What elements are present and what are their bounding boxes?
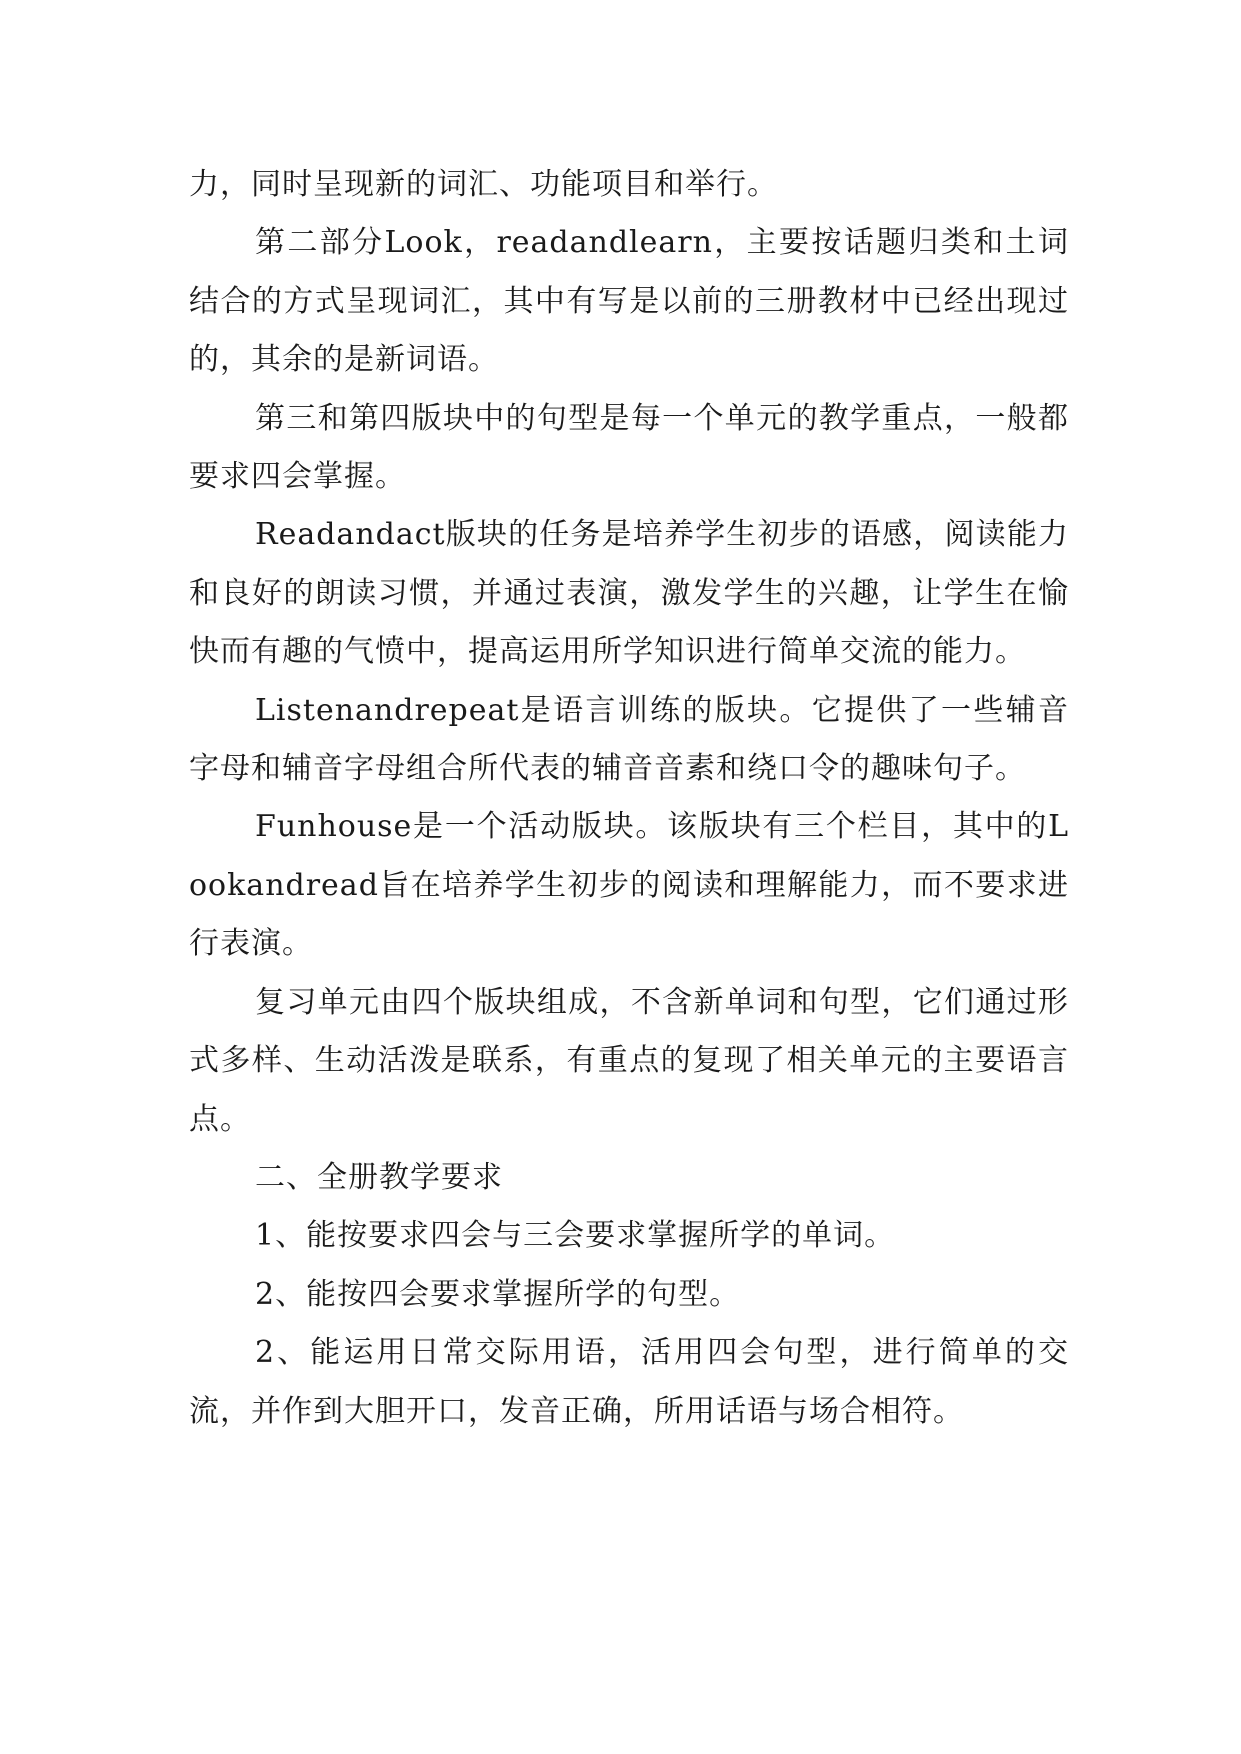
paragraph-look-read-learn: 第二部分Look，readandlearn，主要按话题归类和土词结合的方式呈现词汇，其中有写是以前的三册教材中已经出现过的，其余的是新词语。 [189, 225, 1069, 378]
list-item-requirement-3: 2、能运用日常交际用语，活用四会句型，进行简单的交流，并作到大胆开口，发音正确，所用话语与场合相符。 [189, 1335, 1069, 1429]
section-heading-requirements: 二、全册教学要求 [255, 1159, 503, 1195]
document-body [189, 156, 1069, 1441]
paragraph-fun-house: Funhouse是一个活动版块。该版块有三个栏目，其中的Lookandread旨在培养学生初步的阅读和理解能力，而不要求进行表演。 [189, 809, 1069, 962]
paragraph-read-and-act: Readandact版块的任务是培养学生初步的语感，阅读能力和良好的朗读习惯，并通过表演，激发学生的兴趣，让学生在愉快而有趣的气愤中，提高运用所学知识进行简单交流的能力。 [189, 517, 1069, 670]
paragraph-continuation: 力，同时呈现新的词汇、功能项目和举行。 [189, 167, 778, 202]
paragraph-listen-and-repeat: Listenandrepeat是语言训练的版块。它提供了一些辅音字母和辅音字母组合所代表的辅音音素和绕口令的趣味句子。 [189, 692, 1069, 787]
list-item-requirement-2: 2、能按四会要求掌握所学的句型。 [255, 1276, 741, 1312]
paragraph-review-unit: 复习单元由四个版块组成，不含新单词和句型，它们通过形式多样、生动活泼是联系，有重点的复现了相关单元的主要语言点。 [189, 984, 1069, 1137]
paragraph-sentence-patterns: 第三和第四版块中的句型是每一个单元的教学重点，一般都要求四会掌握。 [189, 400, 1069, 495]
list-item-requirement-1: 1、能按要求四会与三会要求掌握所学的单词。 [255, 1218, 896, 1254]
